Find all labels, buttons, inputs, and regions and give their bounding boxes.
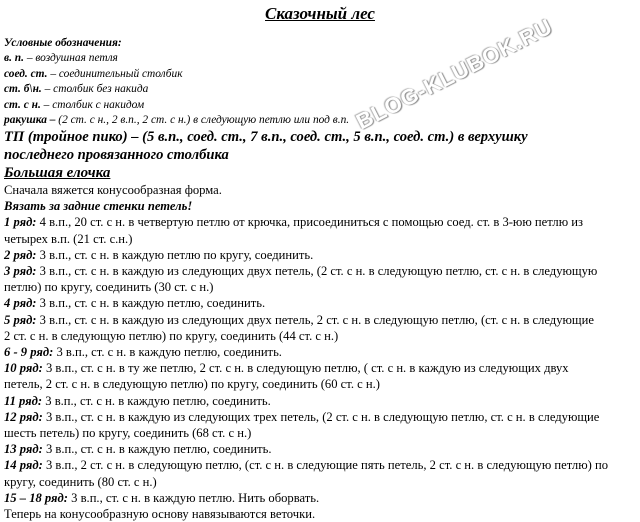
- legend-item: [4, 67, 624, 82]
- row-text: 3 в.п., ст. с н. в каждую петлю. Нить оборвать.: [68, 490, 320, 505]
- row-text: 3 в.п., ст. с н. в каждую из следующих двух петель, (2 ст. с н. в следующую петлю, ст. с н. в следующую: [36, 264, 598, 279]
- row-instruction: [4, 490, 634, 506]
- legend-abbr: ст. б\н.: [4, 83, 42, 96]
- page-title: Сказочный лес: [265, 4, 375, 23]
- row-label: 5 ряд:: [4, 312, 37, 327]
- row-label: 10 ряд:: [4, 361, 43, 376]
- row-continuation: петель, 2 ст. с н. в следующую петлю) по кругу, соединить (60 ст. с н.): [4, 377, 380, 392]
- legend-def: – соединительный столбик: [47, 67, 183, 80]
- row-text: 3 в.п., ст. с н. в каждую петлю по кругу, соединить.: [36, 247, 314, 262]
- row-instruction: [4, 409, 634, 425]
- row-label: 2 ряд:: [4, 247, 37, 262]
- row-instruction: [4, 441, 634, 457]
- row-label: 12 ряд:: [4, 409, 43, 424]
- row-label: 1 ряд:: [4, 215, 37, 230]
- legend-item: [4, 51, 624, 66]
- outro-text: Теперь на конусообразную основу навязываются веточки.: [4, 507, 316, 522]
- row-label: 13 ряд:: [4, 442, 43, 457]
- row-instruction: [4, 312, 634, 328]
- row-label: 15 – 18 ряд:: [4, 490, 68, 505]
- row-text: 3 в.п., ст. с н. в ту же петлю, 2 ст. с н. в следующую петлю, ( ст. с н. в каждую из следующих двух: [42, 361, 569, 376]
- legend-def: – столбик с накидом: [40, 98, 145, 111]
- row-label: 6 - 9 ряд:: [4, 345, 54, 360]
- row-instruction: [4, 214, 634, 230]
- legend-def: – воздушная петля: [23, 52, 118, 65]
- legend-def: (2 ст. с н., 2 в.п., 2 ст. с н.) в следующую петлю или под в.п.: [55, 114, 350, 127]
- row-instruction: [4, 393, 634, 409]
- row-continuation: петлю) по кругу, соединить (30 ст. с н.): [4, 280, 214, 295]
- row-instruction: [4, 457, 634, 473]
- row-continuation: шесть петель) по кругу, соединить (68 ст. с н.): [4, 426, 252, 441]
- legend-abbr: соед. ст.: [4, 67, 48, 80]
- row-continuation: четырех в.п. (21 ст. с.н.): [4, 231, 133, 246]
- row-continuation: 2 ст. с н. в следующую петлю) по кругу, соединить (44 ст. с н.): [4, 328, 339, 343]
- row-label: 3 ряд:: [4, 264, 37, 279]
- row-instruction: [4, 344, 634, 360]
- row-text: 3 в.п., ст. с н. в каждую петлю, соединить.: [36, 296, 266, 311]
- row-instruction: [4, 295, 634, 311]
- legend-item: [4, 113, 624, 128]
- legend-item: [4, 98, 624, 113]
- row-text: 3 в.п., ст. с н. в каждую из следующих двух петель, 2 ст. с н. в следующую петлю, (ст. с н. в следующие: [36, 312, 594, 327]
- intro-text: Сначала вяжется конусообразная форма.: [4, 183, 222, 197]
- row-label: 4 ряд:: [4, 296, 37, 311]
- legend-abbr: ракушка –: [4, 114, 56, 127]
- intro-note: Вязать за задние стенки петель!: [4, 199, 193, 214]
- row-text: 3 в.п., ст. с н. в каждую петлю, соединить.: [42, 442, 272, 457]
- row-text: 3 в.п., ст. с н. в каждую из следующих трех петель, (2 ст. с н. в следующую петлю, ст. с н. в следующие: [42, 409, 600, 424]
- row-instruction: [4, 360, 634, 376]
- legend-def: – столбик без накида: [41, 83, 149, 96]
- legend-item: [4, 82, 624, 97]
- row-label: 14 ряд:: [4, 458, 43, 473]
- tp-line: ТП (тройное пико) – (5 в.п., соед. ст., 7 в.п., соед. ст., 5 в.п., соед. ст.) в верхушку: [4, 129, 528, 145]
- row-instruction: [4, 263, 634, 279]
- row-text: 3 в.п., ст. с н. в каждую петлю, соединить.: [53, 345, 282, 360]
- row-instruction: [4, 247, 634, 263]
- pattern-instructions: [4, 182, 634, 522]
- tp-line: последнего провязанного столбика: [4, 147, 229, 163]
- section-title: Большая елочка: [4, 165, 111, 181]
- row-text: 4 в.п., 20 ст. с н. в четвертую петлю от крючка, присоединиться с помощью соед. ст. в 3-юю петлю из: [36, 215, 583, 230]
- legend-heading: Условные обозначения:: [4, 37, 122, 49]
- row-text: 3 в.п., 2 ст. с н. в следующую петлю, (ст. с н. в следующие пять петель, 2 ст. с н. в следующую петлю) по: [42, 458, 608, 473]
- legend-abbr: ст. с н.: [4, 98, 41, 111]
- watermark: BLOG-KLUBOK.RU: [352, 13, 557, 135]
- legend-abbr: в. п.: [4, 52, 24, 65]
- row-continuation: кругу, соединить (80 ст. с н.): [4, 474, 157, 489]
- triple-picot-definition: [4, 128, 630, 164]
- row-text: 3 в.п., ст. с н. в каждую петлю, соединить.: [42, 393, 271, 408]
- row-label: 11 ряд:: [4, 393, 43, 408]
